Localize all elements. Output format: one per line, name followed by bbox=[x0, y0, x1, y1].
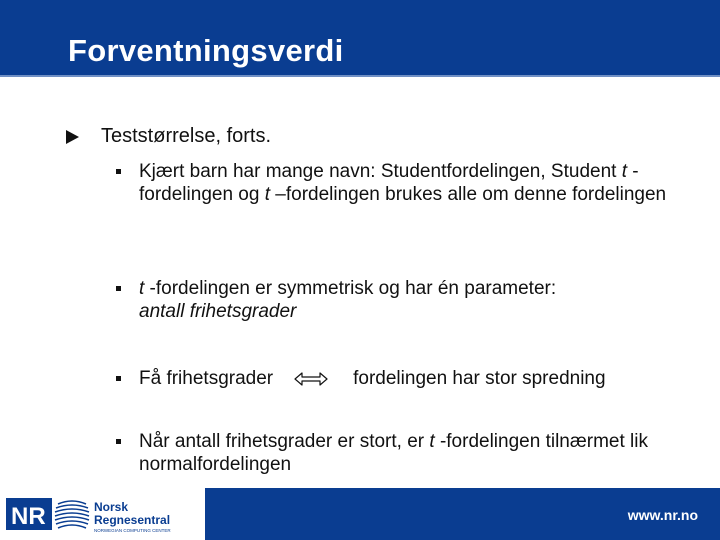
slide-title: Forventningsverdi bbox=[68, 33, 344, 68]
svg-text:Norsk: Norsk bbox=[94, 500, 129, 514]
sub-bullet-text: Få frihetsgrader fordelingen har stor spredning bbox=[139, 368, 606, 389]
sub-bullet-text: t -fordelingen er symmetrisk og har én parameter: antall frihetsgrader bbox=[139, 278, 557, 322]
slide-header bbox=[0, 0, 720, 77]
main-bullet bbox=[66, 125, 271, 148]
double-arrow-icon bbox=[293, 371, 329, 387]
sub-bullet-text: Når antall frihetsgrader er stort, er t -fordelingen tilnærmet lik normalfordelingen bbox=[139, 431, 648, 475]
square-bullet-icon bbox=[116, 169, 121, 174]
square-bullet-icon bbox=[116, 376, 121, 381]
square-bullet-icon bbox=[116, 439, 121, 444]
sub-bullet-text: Kjært barn har mange navn: Studentfordelingen, Student t -fordelingen og t –fordelingen brukes alle om denne fordelingen bbox=[139, 161, 667, 205]
svg-text:Regnesentral: Regnesentral bbox=[94, 513, 171, 527]
triangle-bullet-icon bbox=[66, 130, 79, 144]
footer-url[interactable]: www.nr.no bbox=[627, 507, 698, 523]
svg-text:NR: NR bbox=[11, 503, 46, 530]
svg-text:NORWEGIAN COMPUTING CENTER: NORWEGIAN COMPUTING CENTER bbox=[94, 528, 171, 533]
slide-footer bbox=[0, 488, 720, 540]
nr-logo bbox=[0, 488, 205, 540]
sub-bullet-3 bbox=[116, 367, 676, 390]
nr-logo-graphic bbox=[6, 496, 201, 534]
square-bullet-icon bbox=[116, 286, 121, 291]
bullet-heading: Teststørrelse, forts. bbox=[101, 125, 272, 147]
sub-bullet-1 bbox=[116, 160, 676, 206]
sub-bullet-2 bbox=[116, 277, 676, 323]
sub-bullet-4 bbox=[116, 430, 676, 476]
